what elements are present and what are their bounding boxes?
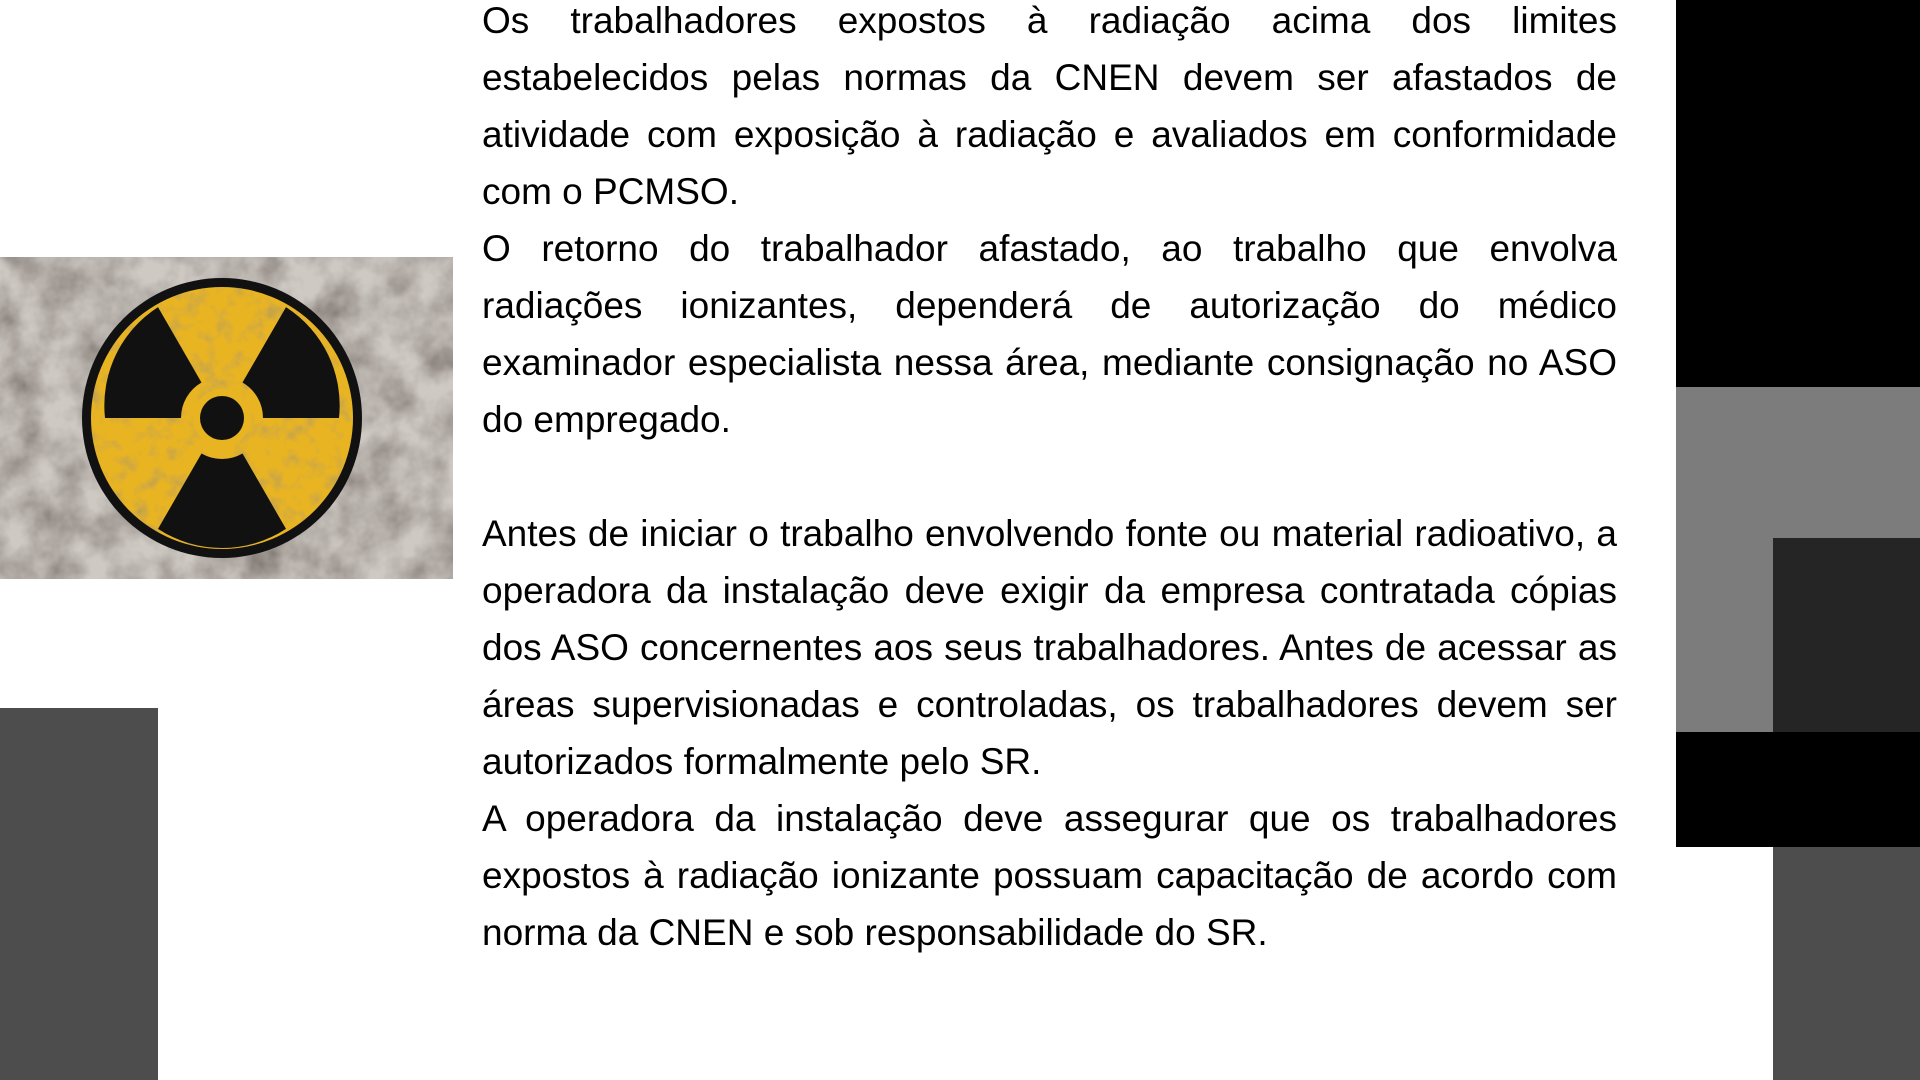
paragraph-retorno: O retorno do trabalhador afastado, ao trabalho que envolva radiações ionizantes, dependerá de autorização do médico examinador especialista nessa área, mediante consignação no ASO do empregado. — [482, 228, 1617, 440]
paragraph-spacer — [482, 448, 1617, 505]
text-content — [482, 0, 1617, 961]
paragraph-aso-empresa: Antes de iniciar o trabalho envolvendo fonte ou material radioativo, a operadora da instalação deve exigir da empresa contratada cópias dos ASO concernentes aos seus trabalhadores. Antes de acessar as áreas supervisionadas e controladas, os trabalhadores devem ser autorizados formalmente pelo SR. — [482, 513, 1617, 782]
radiation-hazard-icon — [0, 257, 453, 579]
right-decorative-block-bottom — [1773, 847, 1920, 1080]
right-decorative-block-lower — [1676, 732, 1920, 847]
paragraph-afastamento: Os trabalhadores expostos à radiação acima dos limites estabelecidos pelas normas da CNEN devem ser afastados de atividade com exposição à radiação e avaliados em conformidade com o PCMSO. — [482, 0, 1617, 212]
radiation-hazard-image — [0, 257, 453, 579]
right-decorative-block-top — [1676, 0, 1920, 387]
paragraph-capacitacao: A operadora da instalação deve assegurar que os trabalhadores expostos à radiação ionizante possuam capacitação de acordo com norma da CNEN e sob responsabilidade do SR. — [482, 798, 1617, 953]
left-decorative-bar — [0, 708, 158, 1080]
right-decorative-block-inner — [1773, 538, 1920, 733]
